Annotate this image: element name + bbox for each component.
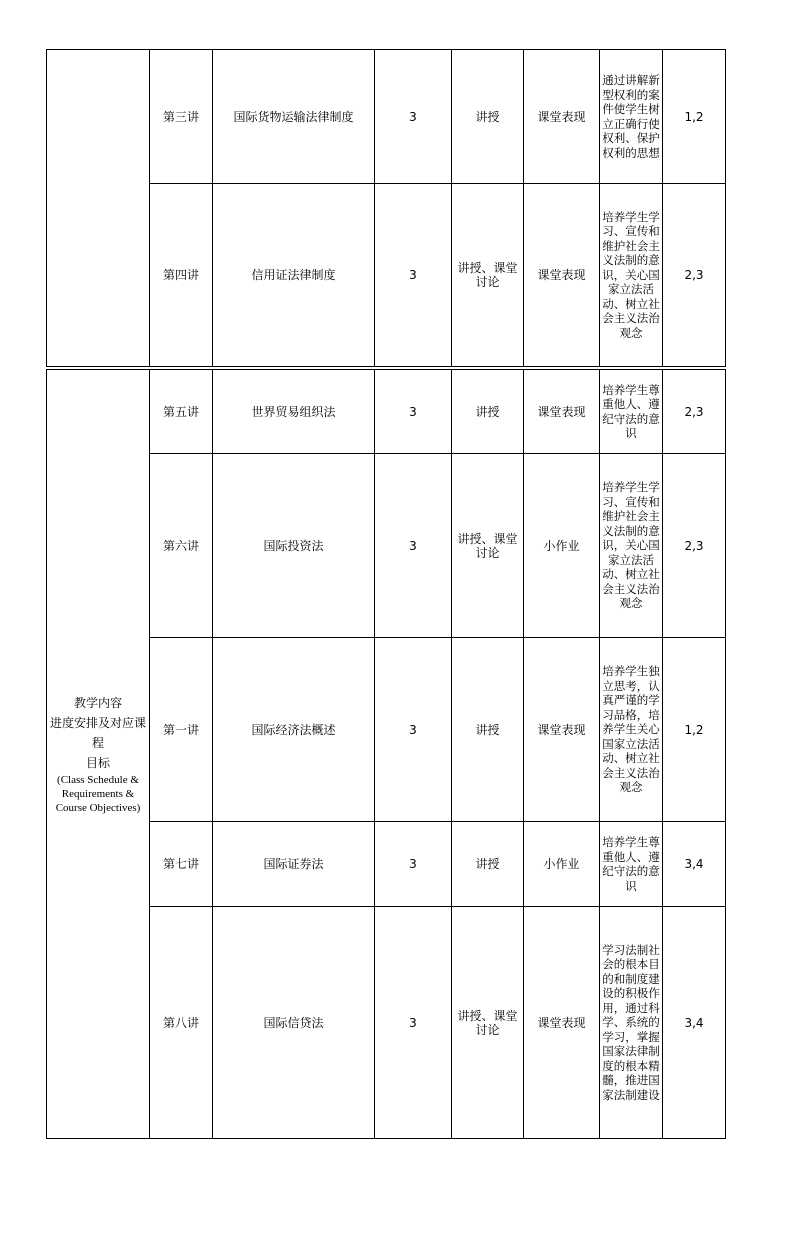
method-cell: 讲授、课堂讨论 [452, 184, 524, 367]
lecture-cell: 第七讲 [150, 822, 213, 907]
topic-cell: 国际证券法 [213, 822, 375, 907]
assessment-cell: 课堂表现 [524, 370, 600, 454]
hours-cell: 3 [375, 184, 452, 367]
lecture-cell: 第一讲 [150, 638, 213, 822]
lecture-cell: 第八讲 [150, 907, 213, 1139]
hours-cell: 3 [375, 822, 452, 907]
method-cell: 讲授 [452, 370, 524, 454]
section-label-line2: 进度安排及对应课程 [49, 716, 146, 750]
requirement-cell: 培养学生尊重他人、遵纪守法的意识 [600, 370, 663, 454]
topic-cell: 信用证法律制度 [213, 184, 375, 367]
method-cell: 讲授 [452, 50, 524, 184]
objectives-cell: 1,2 [663, 638, 726, 822]
lecture-cell: 第四讲 [150, 184, 213, 367]
method-cell: 讲授 [452, 822, 524, 907]
section-label-cell [47, 370, 150, 1139]
assessment-cell: 课堂表现 [524, 907, 600, 1139]
schedule-table [46, 369, 726, 1139]
topic-cell: 国际货物运输法律制度 [213, 50, 375, 184]
topic-cell: 国际经济法概述 [213, 638, 375, 822]
objectives-cell: 2,3 [663, 370, 726, 454]
schedule-table-continued [46, 49, 726, 367]
method-cell: 讲授 [452, 638, 524, 822]
requirement-cell: 培养学生独立思考，认真严谨的学习品格，培养学生关心国家立法活动、树立社会主义法治观念 [600, 638, 663, 822]
section-label-line3: 目标 [85, 756, 110, 770]
topic-cell: 世界贸易组织法 [213, 370, 375, 454]
objectives-cell: 2,3 [663, 454, 726, 638]
lecture-cell: 第六讲 [150, 454, 213, 638]
table-row [47, 50, 726, 184]
table-row [47, 370, 726, 454]
requirement-cell: 培养学生尊重他人、遵纪守法的意识 [600, 822, 663, 907]
objectives-cell: 2,3 [663, 184, 726, 367]
topic-cell: 国际投资法 [213, 454, 375, 638]
assessment-cell: 小作业 [524, 822, 600, 907]
hours-cell: 3 [375, 370, 452, 454]
lecture-cell: 第三讲 [150, 50, 213, 184]
objectives-cell: 3,4 [663, 822, 726, 907]
section-label-english: (Class Schedule & Requirements & Course Objectives) [55, 774, 141, 814]
topic-cell: 国际信贷法 [213, 907, 375, 1139]
hours-cell: 3 [375, 50, 452, 184]
requirement-cell: 培养学生学习、宣传和维护社会主义法制的意识，关心国家立法活动、树立社会主义法治观念 [600, 454, 663, 638]
assessment-cell: 课堂表现 [524, 638, 600, 822]
requirement-cell: 学习法制社会的根本目的和制度建设的积极作用，通过科学、系统的学习，掌握国家法律制度的根本精髓，推进国家法制建设 [600, 907, 663, 1139]
requirement-cell: 通过讲解新型权利的案件使学生树立正确行使权利、保护权利的思想 [600, 50, 663, 184]
assessment-cell: 课堂表现 [524, 50, 600, 184]
hours-cell: 3 [375, 638, 452, 822]
objectives-cell: 1,2 [663, 50, 726, 184]
method-cell: 讲授、课堂讨论 [452, 454, 524, 638]
objectives-cell: 3,4 [663, 907, 726, 1139]
hours-cell: 3 [375, 907, 452, 1139]
section-label-line1: 教学内容 [73, 696, 122, 710]
method-cell: 讲授、课堂讨论 [452, 907, 524, 1139]
assessment-cell: 课堂表现 [524, 184, 600, 367]
lecture-cell: 第五讲 [150, 370, 213, 454]
requirement-cell: 培养学生学习、宣传和维护社会主义法制的意识，关心国家立法活动、树立社会主义法治观念 [600, 184, 663, 367]
section-label-cell-empty [47, 50, 150, 367]
assessment-cell: 小作业 [524, 454, 600, 638]
hours-cell: 3 [375, 454, 452, 638]
